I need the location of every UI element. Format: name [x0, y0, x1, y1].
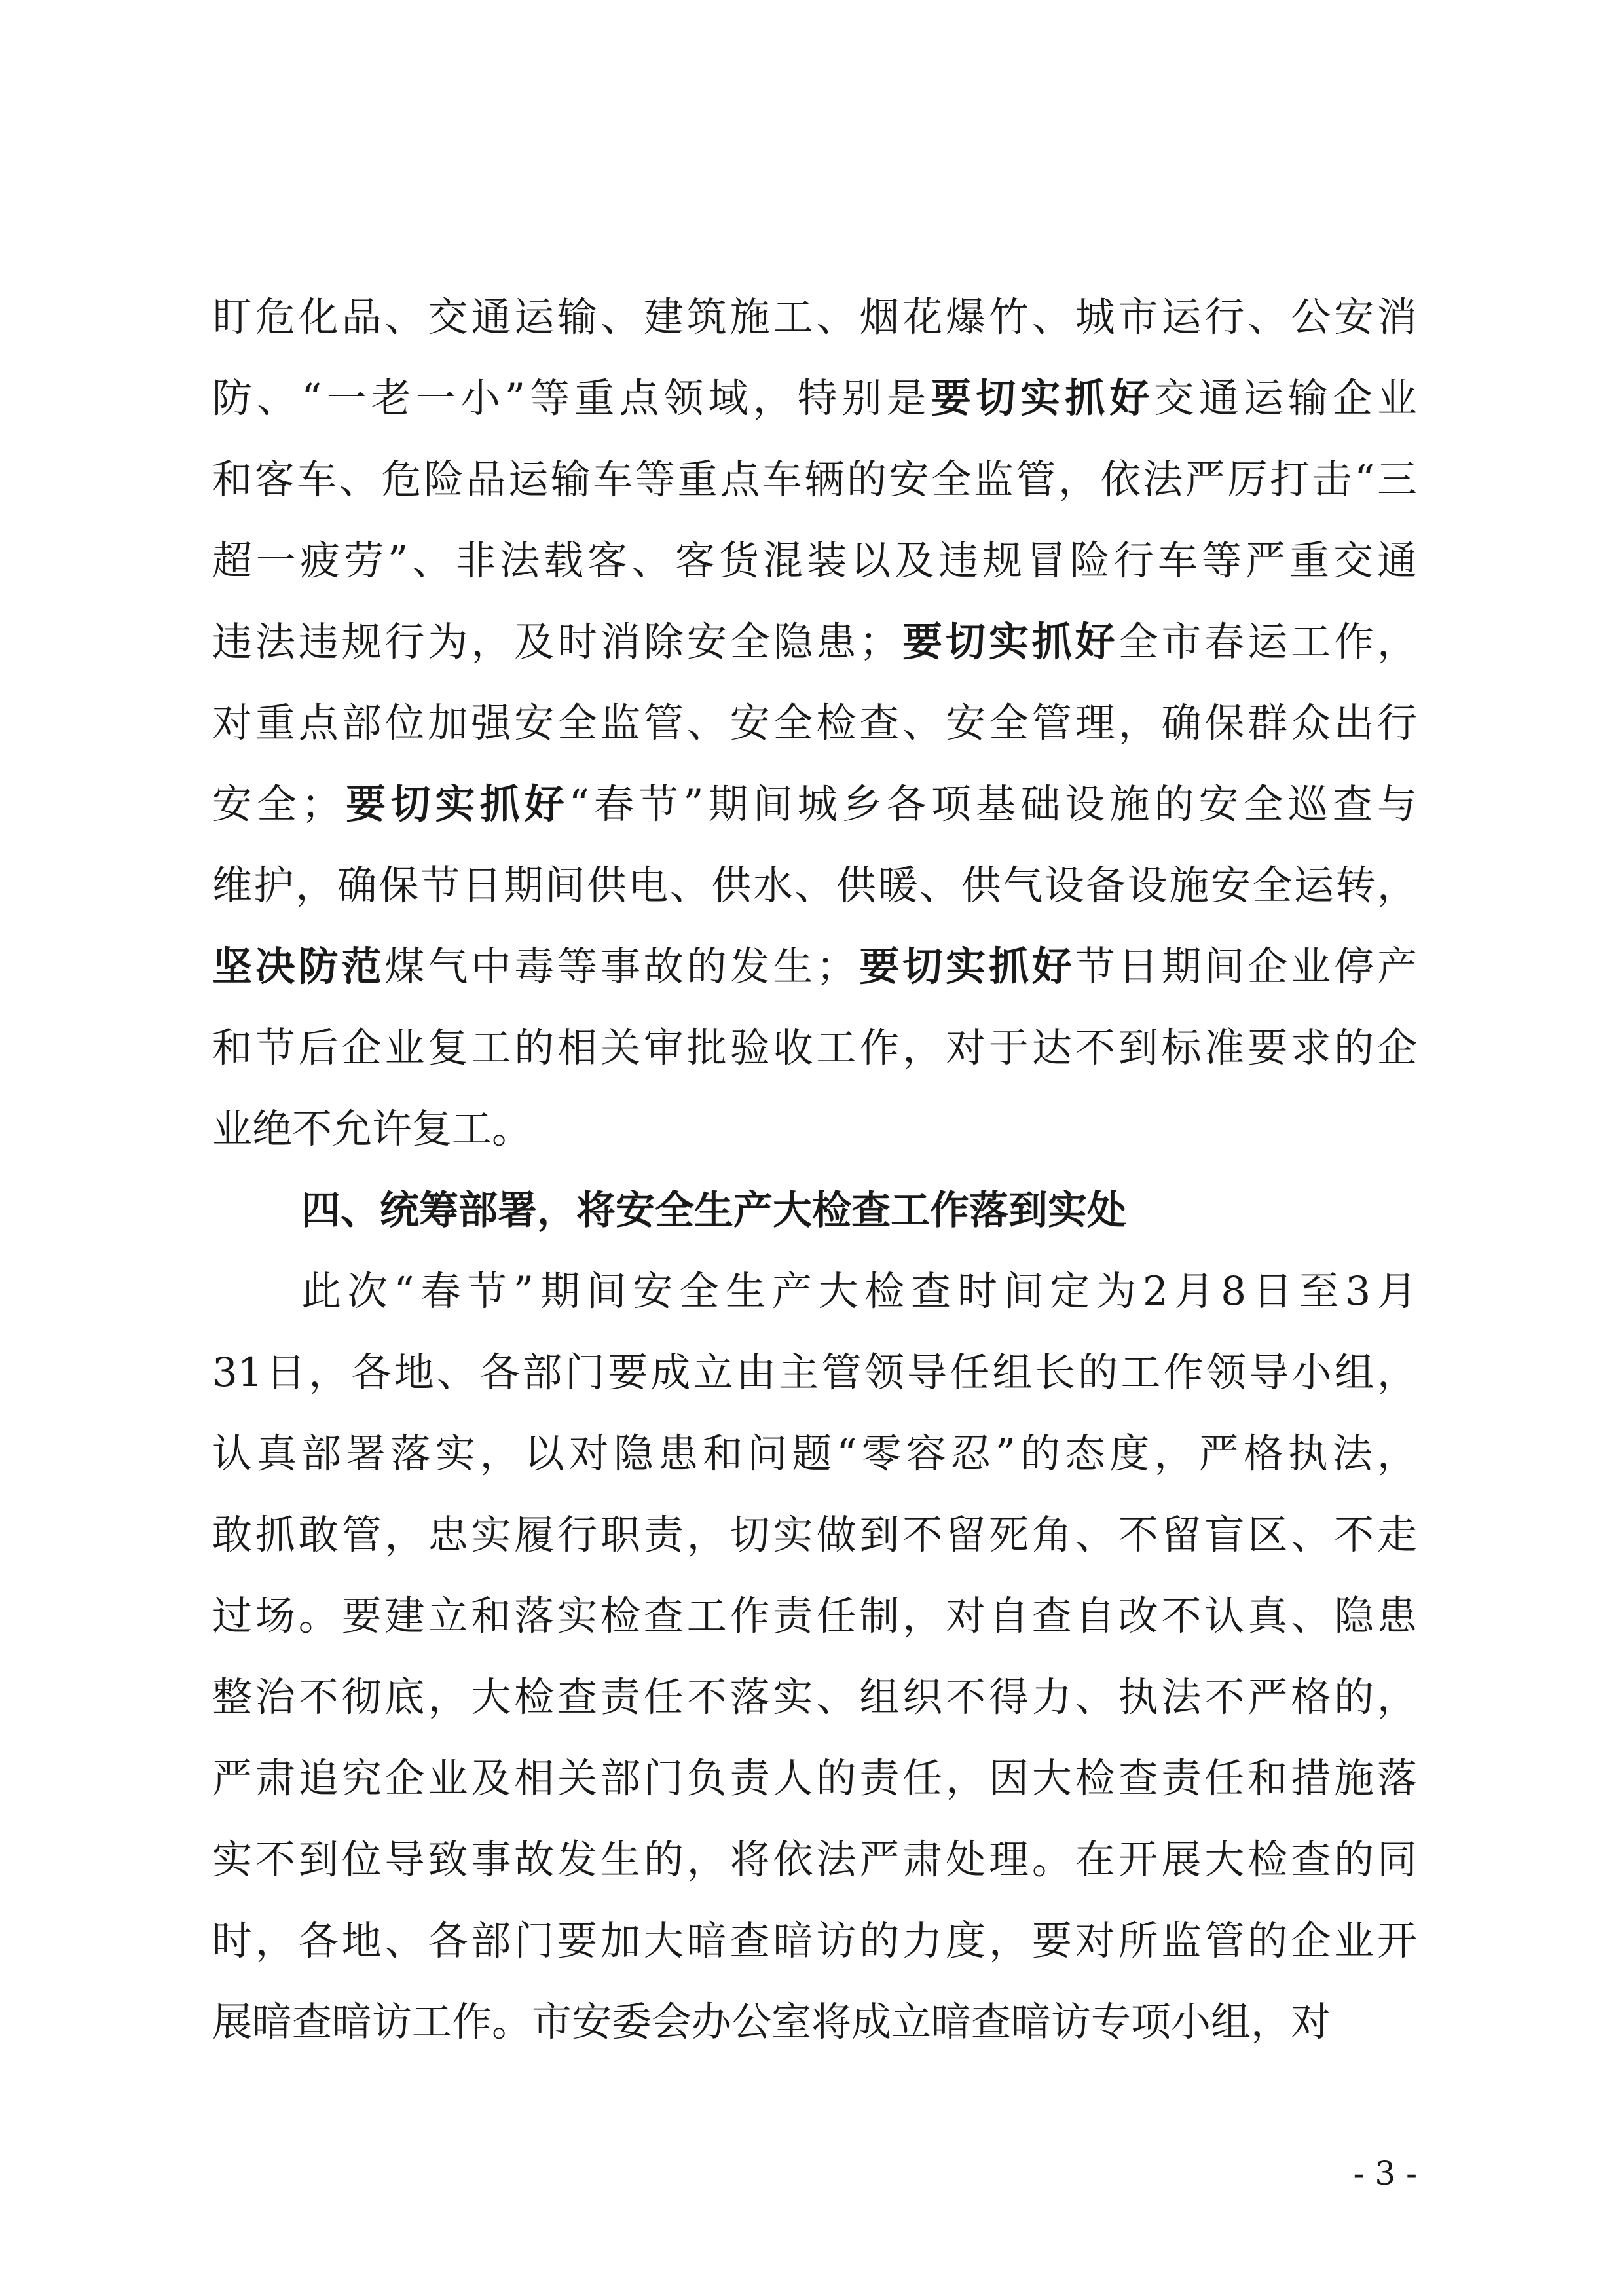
paragraph-1-line — [212, 765, 1417, 844]
emphasis-text: 要切实抓好 — [856, 943, 1075, 990]
emphasis-text: 坚决防范 — [212, 943, 385, 990]
body-text: 和节后企业复工的相关审批验收工作，对于达不到标准要求的企 — [212, 1025, 1417, 1071]
paragraph-2-line — [212, 1496, 1417, 1575]
body-text: 盯危化品、交通运输、建筑施工、烟花爆竹、城市运行、公安消 — [212, 294, 1417, 340]
body-text: 超一疲劳”、非法载客、客货混装以及违规冒险行车等严重交通 — [212, 538, 1417, 584]
paragraph-1-line — [212, 522, 1417, 600]
body-text: 全市春运工作， — [1118, 619, 1417, 665]
body-text: 此次“春节”期间安全生产大检查时间定为2月8日至3月 — [301, 1268, 1417, 1315]
body-text: 时，各地、各部门要加大暗查暗访的力度，要对所监管的企业开 — [212, 1918, 1417, 1964]
paragraph-2-line — [212, 1415, 1417, 1493]
body-text: 实不到位导致事故发生的，将依法严肃处理。在开展大检查的同 — [212, 1836, 1417, 1883]
body-text: 31日，各地、各部门要成立由主管领导任组长的工作领导小组， — [212, 1349, 1417, 1396]
paragraph-1-line — [212, 928, 1417, 1006]
page-number: - 3 - — [1353, 2155, 1417, 2193]
body-text: 严肃追究企业及相关部门负责人的责任，因大检查责任和措施落 — [212, 1755, 1417, 1802]
paragraph-1-line — [212, 359, 1417, 438]
paragraph-1-line — [212, 847, 1417, 925]
emphasis-text: 要切实抓好 — [899, 619, 1118, 665]
body-text: 过场。要建立和落实检查工作责任制，对自查自改不认真、隐患 — [212, 1593, 1417, 1639]
body-text: 交通运输企业 — [1154, 375, 1417, 422]
paragraph-2-line — [212, 1658, 1417, 1737]
section-heading: 四、统筹部署，将安全生产大检查工作落到实处 — [301, 1188, 1126, 1233]
paragraph-1-line — [212, 441, 1417, 519]
body-text: 敢抓敢管，忠实履行职责，切实做到不留死角、不留盲区、不走 — [212, 1512, 1417, 1558]
body-text: 整治不彻底，大检查责任不落实、组织不得力、执法不严格的， — [212, 1674, 1417, 1721]
body-text: 和客车、危险品运输车等重点车辆的安全监管，依法严厉打击“三 — [212, 456, 1417, 503]
paragraph-2-line — [301, 1252, 1417, 1331]
paragraph-1-line — [212, 1009, 1417, 1087]
paragraph-2-line — [212, 1902, 1417, 1980]
body-text: 展暗查暗访工作。市安委会办公室将成立暗查暗访专项小组，对 — [212, 1999, 1331, 2045]
paragraph-2-line — [212, 1577, 1417, 1656]
paragraph-1-line — [212, 1090, 1417, 1169]
emphasis-text: 要切实抓好 — [931, 375, 1154, 422]
paragraph-2-line — [212, 1740, 1417, 1818]
paragraph-1-line — [212, 603, 1417, 682]
body-text: 煤气中毒等事故的发生； — [384, 943, 857, 990]
body-text: 违法违规行为，及时消除安全隐患； — [212, 619, 900, 665]
body-text: 业绝不允许复工。 — [212, 1106, 532, 1152]
paragraph-2-line — [212, 1334, 1417, 1412]
body-text: 认真部署落实，以对隐患和问题“零容忍”的态度，严格执法， — [212, 1430, 1417, 1477]
emphasis-text: 要切实抓好 — [341, 781, 569, 828]
paragraph-1-line — [212, 278, 1417, 357]
paragraph-1-line — [212, 684, 1417, 763]
body-text: 节日期间企业停产 — [1075, 943, 1417, 990]
body-text: 对重点部位加强安全监管、安全检查、安全管理，确保群众出行 — [212, 700, 1417, 746]
body-text: 维护，确保节日期间供电、供水、供暖、供气设备设施安全运转， — [212, 862, 1417, 909]
body-text: 安全； — [212, 781, 342, 828]
body-text: “春节”期间城乡各项基础设施的安全巡查与 — [568, 781, 1417, 828]
body-text: 防、“一老一小”等重点领域，特别是 — [212, 375, 932, 422]
paragraph-2-line — [212, 1821, 1417, 1899]
paragraph-2-line — [212, 1983, 1417, 2062]
